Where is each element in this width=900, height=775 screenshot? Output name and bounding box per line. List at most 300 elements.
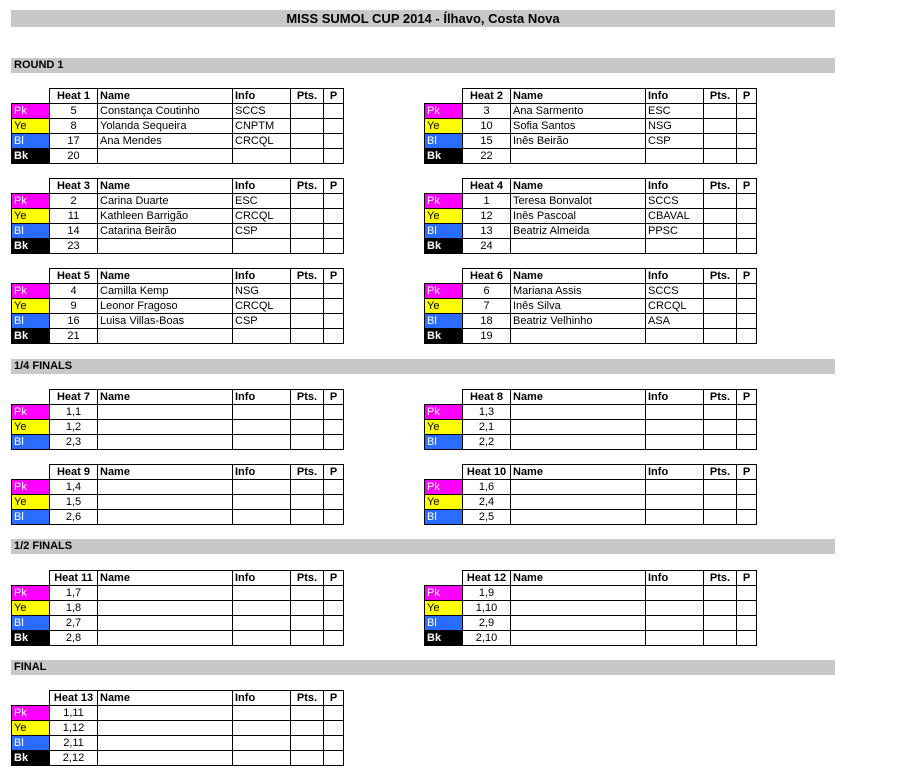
seed-number: 6 xyxy=(463,284,511,299)
surfer-row xyxy=(425,586,757,601)
place-cell xyxy=(324,239,344,254)
seed-number: 12 xyxy=(463,209,511,224)
surfer-row xyxy=(12,736,344,751)
jersey-color-cell: Pk xyxy=(12,586,50,601)
surfer-name: Ana Sarmento xyxy=(511,104,646,119)
surfer-name: Carina Duarte xyxy=(98,194,233,209)
heat-header-row xyxy=(425,89,757,104)
surfer-name xyxy=(98,435,233,450)
place-cell xyxy=(737,616,757,631)
seed-number: 2,1 xyxy=(463,420,511,435)
surfer-name xyxy=(98,706,233,721)
club-info xyxy=(646,480,704,495)
points-cell xyxy=(291,134,324,149)
points-cell xyxy=(704,631,737,646)
column-pts-header: Pts. xyxy=(704,465,737,480)
header-blank-cell xyxy=(425,390,463,405)
seed-number: 2,3 xyxy=(50,435,98,450)
section-header: FINAL xyxy=(11,660,835,675)
column-name-header: Name xyxy=(98,691,233,706)
page-title: MISS SUMOL CUP 2014 - Ílhavo, Costa Nova xyxy=(11,10,835,27)
points-cell xyxy=(704,329,737,344)
heat-table xyxy=(424,268,757,344)
club-info: CRCQL xyxy=(233,299,291,314)
seed-number: 2,7 xyxy=(50,616,98,631)
club-info xyxy=(233,149,291,164)
column-p-header: P xyxy=(737,89,757,104)
surfer-row xyxy=(12,601,344,616)
club-info xyxy=(233,736,291,751)
heat-header-row xyxy=(12,89,344,104)
points-cell xyxy=(704,194,737,209)
jersey-color-cell: Pk xyxy=(12,284,50,299)
surfer-row xyxy=(12,495,344,510)
place-cell xyxy=(324,631,344,646)
jersey-color-cell: Ye xyxy=(12,495,50,510)
heat-table xyxy=(424,570,757,646)
points-cell xyxy=(291,149,324,164)
seed-number: 22 xyxy=(463,149,511,164)
column-pts-header: Pts. xyxy=(291,179,324,194)
points-cell xyxy=(291,284,324,299)
surfer-name: Leonor Fragoso xyxy=(98,299,233,314)
place-cell xyxy=(737,329,757,344)
surfer-row xyxy=(425,631,757,646)
surfer-name: Inês Beirão xyxy=(511,134,646,149)
place-cell xyxy=(737,631,757,646)
club-info xyxy=(233,405,291,420)
place-cell xyxy=(324,149,344,164)
place-cell xyxy=(324,616,344,631)
club-info xyxy=(233,495,291,510)
seed-number: 2,8 xyxy=(50,631,98,646)
surfer-name xyxy=(511,405,646,420)
points-cell xyxy=(291,631,324,646)
surfer-row xyxy=(12,209,344,224)
surfer-name: Ana Mendes xyxy=(98,134,233,149)
column-pts-header: Pts. xyxy=(291,465,324,480)
place-cell xyxy=(324,314,344,329)
surfer-row xyxy=(12,224,344,239)
points-cell xyxy=(291,405,324,420)
column-info-header: Info xyxy=(233,691,291,706)
place-cell xyxy=(737,495,757,510)
jersey-color-cell: Ye xyxy=(425,495,463,510)
column-pts-header: Pts. xyxy=(704,390,737,405)
surfer-row xyxy=(12,119,344,134)
column-info-header: Info xyxy=(646,571,704,586)
surfer-name: Teresa Bonvalot xyxy=(511,194,646,209)
seed-number: 2,10 xyxy=(463,631,511,646)
points-cell xyxy=(704,314,737,329)
jersey-color-cell: Pk xyxy=(425,586,463,601)
place-cell xyxy=(324,495,344,510)
seed-number: 1,8 xyxy=(50,601,98,616)
club-info: SCCS xyxy=(646,194,704,209)
heat-label: Heat 13 xyxy=(50,691,98,706)
column-pts-header: Pts. xyxy=(291,89,324,104)
seed-number: 13 xyxy=(463,224,511,239)
surfer-row xyxy=(12,751,344,766)
points-cell xyxy=(704,239,737,254)
surfer-name xyxy=(511,239,646,254)
surfer-name xyxy=(98,149,233,164)
place-cell xyxy=(737,601,757,616)
seed-number: 7 xyxy=(463,299,511,314)
seed-number: 9 xyxy=(50,299,98,314)
header-blank-cell xyxy=(425,465,463,480)
heat-table xyxy=(424,464,757,525)
jersey-color-cell: Bl xyxy=(425,616,463,631)
seed-number: 1,1 xyxy=(50,405,98,420)
surfer-name xyxy=(511,149,646,164)
points-cell xyxy=(291,480,324,495)
surfer-row xyxy=(425,495,757,510)
surfer-row xyxy=(12,420,344,435)
heat-header-row xyxy=(12,179,344,194)
seed-number: 1,2 xyxy=(50,420,98,435)
points-cell xyxy=(291,706,324,721)
club-info xyxy=(646,631,704,646)
seed-number: 2,9 xyxy=(463,616,511,631)
points-cell xyxy=(704,616,737,631)
jersey-color-cell: Bl xyxy=(425,134,463,149)
surfer-name xyxy=(511,510,646,525)
jersey-color-cell: Bl xyxy=(12,224,50,239)
column-pts-header: Pts. xyxy=(704,269,737,284)
seed-number: 1,5 xyxy=(50,495,98,510)
column-p-header: P xyxy=(737,390,757,405)
jersey-color-cell: Bl xyxy=(12,736,50,751)
points-cell xyxy=(291,420,324,435)
place-cell xyxy=(737,239,757,254)
seed-number: 23 xyxy=(50,239,98,254)
place-cell xyxy=(324,209,344,224)
column-pts-header: Pts. xyxy=(291,571,324,586)
heat-header-row xyxy=(12,269,344,284)
surfer-row xyxy=(12,631,344,646)
club-info xyxy=(233,480,291,495)
points-cell xyxy=(291,736,324,751)
jersey-color-cell: Ye xyxy=(12,721,50,736)
place-cell xyxy=(737,435,757,450)
section-header: 1/2 FINALS xyxy=(11,539,835,554)
column-name-header: Name xyxy=(98,179,233,194)
surfer-row xyxy=(425,510,757,525)
heat-label: Heat 5 xyxy=(50,269,98,284)
club-info: CRCQL xyxy=(233,209,291,224)
seed-number: 10 xyxy=(463,119,511,134)
place-cell xyxy=(324,706,344,721)
heat-label: Heat 7 xyxy=(50,390,98,405)
place-cell xyxy=(737,284,757,299)
place-cell xyxy=(737,194,757,209)
surfer-name xyxy=(98,751,233,766)
points-cell xyxy=(291,751,324,766)
jersey-color-cell: Ye xyxy=(425,119,463,134)
points-cell xyxy=(704,420,737,435)
heat-header-row xyxy=(12,571,344,586)
seed-number: 24 xyxy=(463,239,511,254)
surfer-row xyxy=(12,104,344,119)
surfer-row xyxy=(425,601,757,616)
points-cell xyxy=(704,510,737,525)
surfer-name: Inês Pascoal xyxy=(511,209,646,224)
surfer-row xyxy=(12,134,344,149)
points-cell xyxy=(291,299,324,314)
header-blank-cell xyxy=(12,269,50,284)
surfer-name xyxy=(98,616,233,631)
heat-table xyxy=(11,570,344,646)
column-name-header: Name xyxy=(98,269,233,284)
heat-label: Heat 2 xyxy=(463,89,511,104)
jersey-color-cell: Pk xyxy=(425,480,463,495)
points-cell xyxy=(704,405,737,420)
jersey-color-cell: Ye xyxy=(12,420,50,435)
surfer-name xyxy=(511,329,646,344)
jersey-color-cell: Bl xyxy=(12,314,50,329)
points-cell xyxy=(704,299,737,314)
club-info: CSP xyxy=(233,224,291,239)
seed-number: 2,5 xyxy=(463,510,511,525)
surfer-name xyxy=(98,405,233,420)
heat-table xyxy=(11,178,344,254)
place-cell xyxy=(324,480,344,495)
jersey-color-cell: Pk xyxy=(425,104,463,119)
heat-header-row xyxy=(425,465,757,480)
club-info xyxy=(233,586,291,601)
heat-table xyxy=(11,690,344,766)
club-info xyxy=(646,239,704,254)
club-info: CNPTM xyxy=(233,119,291,134)
club-info xyxy=(233,435,291,450)
club-info xyxy=(646,329,704,344)
jersey-color-cell: Pk xyxy=(425,194,463,209)
club-info: NSG xyxy=(233,284,291,299)
surfer-row xyxy=(12,299,344,314)
surfer-row xyxy=(425,480,757,495)
surfer-row xyxy=(12,149,344,164)
seed-number: 11 xyxy=(50,209,98,224)
heat-label: Heat 4 xyxy=(463,179,511,194)
jersey-color-cell: Pk xyxy=(12,480,50,495)
points-cell xyxy=(704,224,737,239)
jersey-color-cell: Bl xyxy=(12,616,50,631)
surfer-row xyxy=(425,284,757,299)
surfer-row xyxy=(12,586,344,601)
place-cell xyxy=(324,721,344,736)
surfer-row xyxy=(425,194,757,209)
column-info-header: Info xyxy=(233,89,291,104)
column-pts-header: Pts. xyxy=(291,390,324,405)
place-cell xyxy=(324,601,344,616)
jersey-color-cell: Bk xyxy=(425,631,463,646)
surfer-name: Catarina Beirão xyxy=(98,224,233,239)
place-cell xyxy=(737,314,757,329)
column-p-header: P xyxy=(324,465,344,480)
club-info xyxy=(646,616,704,631)
club-info xyxy=(646,149,704,164)
place-cell xyxy=(324,586,344,601)
column-p-header: P xyxy=(324,179,344,194)
club-info xyxy=(233,631,291,646)
place-cell xyxy=(324,119,344,134)
place-cell xyxy=(737,299,757,314)
surfer-name xyxy=(98,495,233,510)
column-p-header: P xyxy=(737,269,757,284)
place-cell xyxy=(737,224,757,239)
header-blank-cell xyxy=(425,269,463,284)
heat-header-row xyxy=(425,571,757,586)
surfer-name xyxy=(511,495,646,510)
club-info xyxy=(646,601,704,616)
header-blank-cell xyxy=(12,691,50,706)
jersey-color-cell: Ye xyxy=(425,299,463,314)
column-name-header: Name xyxy=(511,269,646,284)
seed-number: 17 xyxy=(50,134,98,149)
jersey-color-cell: Bk xyxy=(12,239,50,254)
surfer-row xyxy=(425,209,757,224)
points-cell xyxy=(291,239,324,254)
seed-number: 2,4 xyxy=(463,495,511,510)
club-info: SCCS xyxy=(646,284,704,299)
heat-table xyxy=(11,88,344,164)
surfer-name xyxy=(511,480,646,495)
points-cell xyxy=(704,495,737,510)
header-blank-cell xyxy=(12,390,50,405)
surfer-name xyxy=(98,721,233,736)
surfer-row xyxy=(425,420,757,435)
club-info: ASA xyxy=(646,314,704,329)
column-pts-header: Pts. xyxy=(291,269,324,284)
jersey-color-cell: Ye xyxy=(12,119,50,134)
surfer-name: Yolanda Sequeira xyxy=(98,119,233,134)
points-cell xyxy=(704,149,737,164)
column-info-header: Info xyxy=(646,89,704,104)
jersey-color-cell: Bl xyxy=(12,510,50,525)
column-name-header: Name xyxy=(511,179,646,194)
points-cell xyxy=(291,495,324,510)
column-p-header: P xyxy=(737,179,757,194)
points-cell xyxy=(704,119,737,134)
column-p-header: P xyxy=(737,571,757,586)
surfer-name: Mariana Assis xyxy=(511,284,646,299)
seed-number: 19 xyxy=(463,329,511,344)
jersey-color-cell: Ye xyxy=(425,420,463,435)
seed-number: 1,3 xyxy=(463,405,511,420)
surfer-row xyxy=(425,104,757,119)
jersey-color-cell: Pk xyxy=(425,405,463,420)
surfer-row xyxy=(425,405,757,420)
club-info: CSP xyxy=(646,134,704,149)
surfer-name xyxy=(98,329,233,344)
points-cell xyxy=(704,104,737,119)
surfer-name xyxy=(511,420,646,435)
points-cell xyxy=(704,209,737,224)
seed-number: 2,2 xyxy=(463,435,511,450)
heat-label: Heat 8 xyxy=(463,390,511,405)
club-info: ESC xyxy=(646,104,704,119)
place-cell xyxy=(324,194,344,209)
club-info: SCCS xyxy=(233,104,291,119)
column-info-header: Info xyxy=(646,390,704,405)
heat-label: Heat 9 xyxy=(50,465,98,480)
surfer-name xyxy=(98,631,233,646)
club-info xyxy=(233,239,291,254)
surfer-name xyxy=(98,601,233,616)
place-cell xyxy=(324,405,344,420)
points-cell xyxy=(291,224,324,239)
club-info: PPSC xyxy=(646,224,704,239)
jersey-color-cell: Bl xyxy=(425,314,463,329)
place-cell xyxy=(324,329,344,344)
heat-label: Heat 1 xyxy=(50,89,98,104)
jersey-color-cell: Bl xyxy=(12,435,50,450)
surfer-row xyxy=(425,119,757,134)
club-info xyxy=(233,420,291,435)
points-cell xyxy=(291,616,324,631)
place-cell xyxy=(737,149,757,164)
seed-number: 1,9 xyxy=(463,586,511,601)
club-info xyxy=(233,706,291,721)
points-cell xyxy=(291,314,324,329)
heat-label: Heat 3 xyxy=(50,179,98,194)
heat-table xyxy=(424,88,757,164)
seed-number: 15 xyxy=(463,134,511,149)
surfer-name xyxy=(511,435,646,450)
points-cell xyxy=(704,284,737,299)
column-p-header: P xyxy=(324,390,344,405)
column-info-header: Info xyxy=(646,465,704,480)
place-cell xyxy=(324,299,344,314)
surfer-row xyxy=(425,435,757,450)
place-cell xyxy=(324,284,344,299)
column-info-header: Info xyxy=(233,269,291,284)
heat-table xyxy=(11,389,344,450)
surfer-row xyxy=(12,721,344,736)
place-cell xyxy=(737,209,757,224)
heat-table xyxy=(11,464,344,525)
surfer-row xyxy=(12,616,344,631)
club-info xyxy=(233,510,291,525)
surfer-name: Luisa Villas-Boas xyxy=(98,314,233,329)
place-cell xyxy=(737,420,757,435)
seed-number: 1,6 xyxy=(463,480,511,495)
surfer-row xyxy=(12,284,344,299)
surfer-row xyxy=(425,224,757,239)
heat-header-row xyxy=(12,465,344,480)
jersey-color-cell: Bl xyxy=(425,510,463,525)
surfer-row xyxy=(12,405,344,420)
surfer-name: Constança Coutinho xyxy=(98,104,233,119)
seed-number: 1,11 xyxy=(50,706,98,721)
club-info xyxy=(646,405,704,420)
club-info xyxy=(233,616,291,631)
points-cell xyxy=(291,104,324,119)
points-cell xyxy=(291,194,324,209)
column-name-header: Name xyxy=(98,465,233,480)
surfer-name xyxy=(98,736,233,751)
club-info: ESC xyxy=(233,194,291,209)
seed-number: 1,12 xyxy=(50,721,98,736)
club-info: NSG xyxy=(646,119,704,134)
jersey-color-cell: Ye xyxy=(425,209,463,224)
surfer-row xyxy=(12,239,344,254)
column-p-header: P xyxy=(737,465,757,480)
column-pts-header: Pts. xyxy=(704,179,737,194)
surfer-row xyxy=(12,435,344,450)
surfer-name xyxy=(98,420,233,435)
